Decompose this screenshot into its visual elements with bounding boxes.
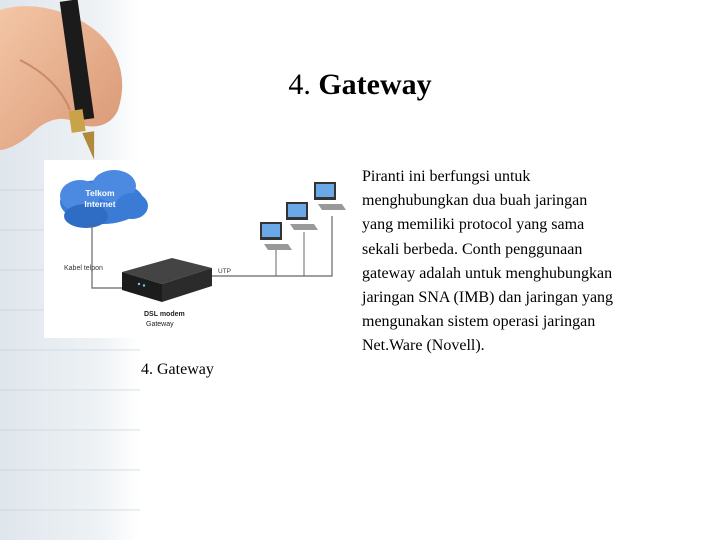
description-line: sekali berbeda. Conth penggunaan: [362, 240, 583, 258]
utp-label: UTP: [218, 268, 231, 275]
modem-label-dsl: DSL modem: [144, 311, 185, 318]
description-line: yang memiliki protocol yang sama: [362, 216, 585, 234]
cloud-label-internet: Internet: [84, 199, 116, 209]
description-line: mengunakan sistem operasi jaringan: [362, 313, 596, 331]
cloud-label-telkom: Telkom: [85, 188, 115, 198]
cable-label: Kabel telpon: [64, 265, 103, 272]
description-paragraph: [362, 165, 692, 359]
computer-icon: [286, 202, 318, 230]
description-line: Piranti ini berfungsi untuk: [362, 168, 531, 185]
modem-label-gateway: Gateway: [146, 321, 174, 328]
gateway-network-diagram: [44, 160, 354, 338]
description-line: jaringan SNA (IMB) dan jaringan yang: [362, 289, 614, 307]
slide-title: [0, 68, 720, 102]
description-line: gateway adalah untuk menghubungkan: [362, 264, 613, 282]
computer-icon: [314, 182, 346, 210]
title-word: Gateway: [318, 68, 432, 101]
description-line: Net.Ware (Novell).: [362, 337, 485, 355]
title-number: 4.: [288, 68, 311, 101]
dsl-modem-icon: [122, 258, 212, 302]
description-line: menghubungkan dua buah jaringan: [362, 192, 588, 210]
figure-caption: 4. Gateway: [141, 361, 214, 378]
computer-icon: [260, 222, 292, 250]
